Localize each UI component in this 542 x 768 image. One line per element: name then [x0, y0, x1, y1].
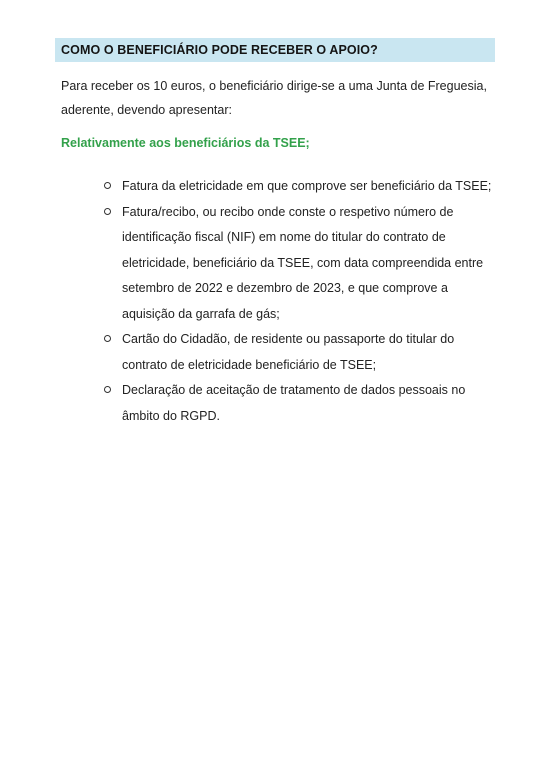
circle-bullet-icon [104, 182, 111, 189]
section-heading-bar [55, 38, 495, 62]
circle-bullet-icon [104, 335, 111, 342]
intro-line-1: Para receber os 10 euros, o beneficiário dirige-se a uma Junta de Freguesia, [61, 79, 487, 93]
intro-line-2: aderente, devendo apresentar: [61, 103, 232, 117]
subheading: Relativamente aos beneficiários da TSEE; [61, 136, 310, 150]
list-item-line: Cartão do Cidadão, de residente ou passaporte do titular do [122, 332, 455, 346]
list-item-line: contrato de eletricidade beneficiário de TSEE; [122, 357, 377, 372]
list-item [104, 327, 514, 378]
requirements-list [104, 174, 514, 429]
list-item [104, 174, 514, 200]
list-item-line: Fatura/recibo, ou recibo onde conste o respetivo número de [122, 204, 454, 219]
section-heading-text: COMO O BENEFICIÁRIO PODE RECEBER O APOIO? [61, 43, 378, 57]
list-item [104, 200, 514, 328]
list-item [104, 378, 514, 429]
list-item-line: aquisição da garrafa de gás; [122, 306, 280, 321]
list-item-line: identificação fiscal (NIF) em nome do titular do contrato de [122, 230, 446, 244]
circle-bullet-icon [104, 208, 111, 215]
list-item-line: eletricidade, beneficiário da TSEE, com data compreendida entre [122, 255, 484, 270]
intro-paragraph [61, 74, 501, 122]
list-item-line: Fatura da eletricidade em que comprove ser beneficiário da TSEE; [122, 179, 492, 193]
list-item-line: âmbito do RGPD. [122, 408, 220, 423]
list-item-line: setembro de 2022 e dezembro de 2023, e que comprove a [122, 281, 448, 295]
circle-bullet-icon [104, 386, 111, 393]
list-item-line: Declaração de aceitação de tratamento de dados pessoais no [122, 383, 466, 397]
